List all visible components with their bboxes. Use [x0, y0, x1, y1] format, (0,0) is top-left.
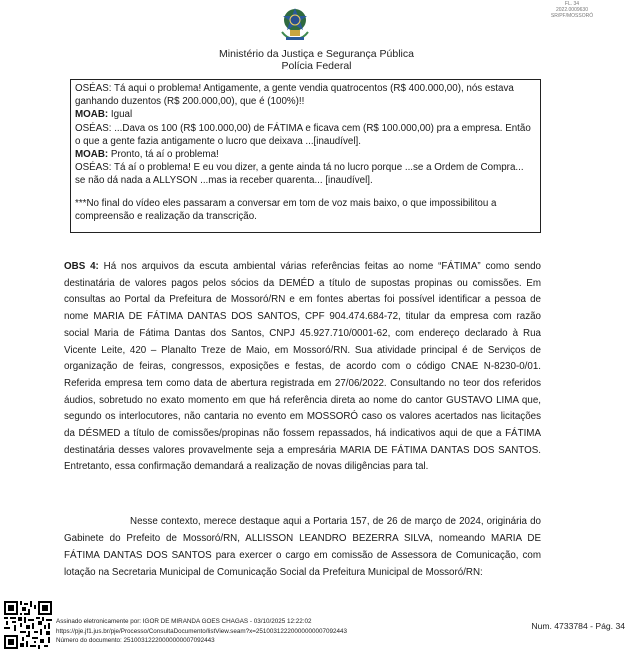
signature-block [56, 617, 347, 646]
agency-name: Polícia Federal [281, 60, 352, 72]
transcript-line: OSÉAS: Tá aí o problema! E eu vou dizer, a gente ainda tá no lucro porque ...se a Ordem de Compra... se não dá nada a ALLYSON ...mas ia receber quarenta... [inaudível]. [75, 162, 524, 187]
transcript-line: MOAB: Igual [75, 109, 133, 121]
transcript-note: ***No final do vídeo eles passaram a conversar em tom de voz mais baixo, o que impossibilitou a compreensão e realização da transcrição. [75, 197, 497, 222]
verification-url[interactable]: https://pje.jf1.jus.br/pje/Processo/ConsultaDocumento/listView.seam?x=25100312220000000007092443 [56, 627, 347, 635]
coat-of-arms-icon [278, 6, 312, 42]
transcript-box [70, 79, 541, 233]
observation-paragraph [64, 259, 541, 476]
transcript-line: MOAB: Pronto, tá aí o problema! [75, 149, 219, 161]
signer-line: Assinado eletronicamente por: IGOR DE MIRANDA GOES CHAGAS - 03/10/2025 12:22:02 [56, 618, 312, 625]
transcript-line: OSÉAS: ...Dava os 100 (R$ 100.000,00) de FÁTIMA e ficava cem (R$ 100.000,00) pra a empresa. Então o que a gente fazia antigamente o lucro que deixava ...[inaudível]. [75, 122, 531, 147]
stamp-unit: SR/PF/MOSSORÓ [550, 13, 594, 19]
signature-footer [0, 601, 633, 657]
stamp-process: 2022.0009630 [556, 7, 588, 13]
context-paragraph: Nesse contexto, merece destaque aqui a Portaria 157, de 26 de março de 2024, originária do Gabinete do Prefeito de Mossoró/RN, ALLISSON LEANDRO BEZERRA SILVA, nomeando MARIA DE FÁTIMA DANTAS DOS SANTOS para exercer o cargo em comissão de Assessora de Comunicação, com lotação na Secretaria Municipal de Comunicação Social da Prefeitura Municipal de Mossoró/RN: [64, 516, 541, 578]
document-header [0, 48, 633, 72]
page-reference: Num. 4733784 - Pág. 34 [531, 621, 625, 631]
ministry-name: Ministério da Justiça e Segurança Pública [219, 48, 414, 60]
observation-text: Há nos arquivos da escuta ambiental várias referências feitas ao nome “FÁTIMA” como sendo destinatária de valores pagos pelos sócios da DEMÉD a título de supostas propinas ou comissões. Em consultas ao Portal da Prefeitura de Mossoró/RN e em fontes abertas foi possível identificar a pessoa de nome MARIA DE FÁTIMA DANTAS DOS SANTOS, CPF 904.474.684-72, titular da empresa com razão social Maria de Fátima Dantas dos Santos, CNPJ 45.927.710/0001-62, com endereço declarado à Rua Vicente Leite, 420 – Planalto Treze de Maio, em Mossoró/RN. Sua atividade principal é de Serviços de organização de feiras, congressos, exposições e festas, de acordo com o código CNAE N-8230-0/01. Referida empresa tem como data de abertura registrada em 27/06/2022. Consultando no teor dos referidos áudios, sobretudo no exato momento em que há referência direta ao nome do cantor GUSTAVO LIMA que, segundo os interlocutores, não cantaria no evento em MOSSORÓ caso os valores acertados nas licitações da DÉSMED a título de comissões/propinas não fossem repassados, há indicativos aqui de que a FÁTIMA destinatária desses valores provavelmente seja a empresária MARIA DE FÁTIMA DANTAS DOS SANTOS. Entretanto, essa confirmação demandará a realização de novas diligências para tal. [64, 261, 541, 473]
page-stamp [527, 1, 617, 19]
stamp-folio: FL. 34 [564, 1, 580, 7]
observation-label: OBS 4: [64, 261, 99, 272]
qr-code-icon[interactable] [4, 601, 52, 649]
transcript-line: OSÉAS: Tá aqui o problema! Antigamente, a gente vendia quatrocentos (R$ 400.000,00), nós estava ganhando duzentos (R$ 200.000,00), que é (100%)!! [75, 83, 514, 108]
document-number: Número do documento: 25100312220000000007092443 [56, 637, 215, 644]
